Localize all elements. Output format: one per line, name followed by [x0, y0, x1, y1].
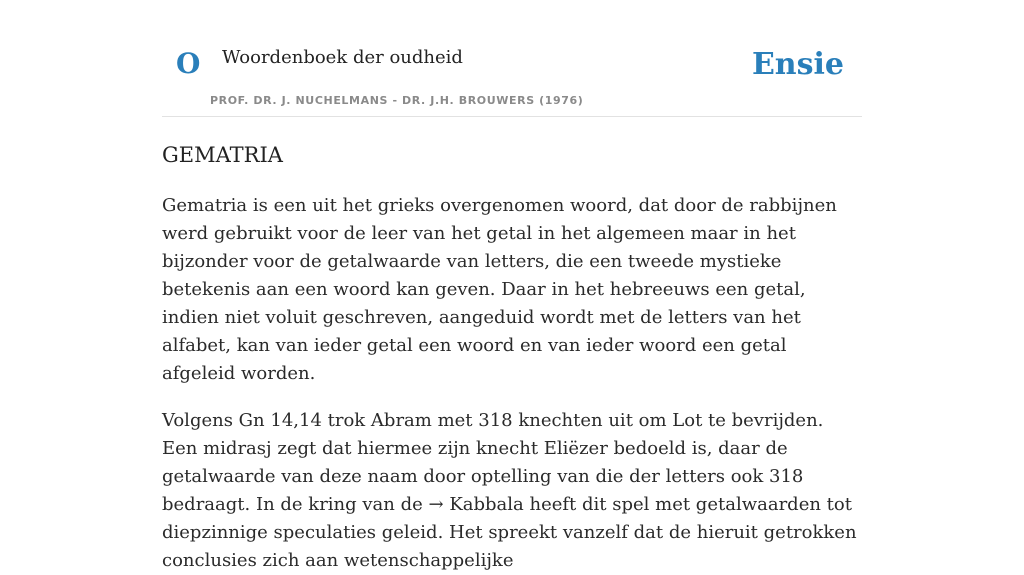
entry-title: GEMATRIA [162, 143, 283, 167]
book-authors: PROF. DR. J. NUCHELMANS - DR. J.H. BROUWERS (1976) [210, 94, 584, 107]
cross-reference-link[interactable]: → Kabbala [428, 494, 524, 515]
paragraph-text: heeft dit spel met getalwaarden tot diepzinnige speculaties geleid. Het spreekt vanzelf dat de hieruit getrokken conclusies zich aan wetenschappelijke [162, 494, 857, 571]
letter-badge[interactable]: O [176, 47, 201, 80]
header [162, 0, 862, 117]
book-title[interactable]: Woordenboek der oudheid [222, 47, 463, 68]
entry-paragraph: Gematria is een uit het grieks overgenomen woord, dat door de rabbijnen werd gebruikt voor de leer van het getal in het algemeen maar in het bijzonder voor de getalwaarde van letters, die een tweede mystieke betekenis aan een woord kan geven. Daar in het hebreeuws een getal, indien niet voluit geschreven, aangeduid wordt met de letters van het alfabet, kan van ieder getal een woord en van ieder woord een getal afgeleid worden. [162, 195, 837, 384]
paragraph-text: Volgens Gn 14,14 trok Abram met 318 knechten uit om Lot te bevrijden. Een midrasj zegt dat hiermee zijn knecht Eliëzer bedoeld is, daar de getalwaarde van deze naam door optelling van die der letters ook 318 bedraagt. In de kring van de [162, 410, 824, 515]
brand-logo[interactable]: Ensie [751, 47, 844, 82]
entry-content [162, 140, 862, 575]
entry-paragraph [162, 407, 862, 575]
